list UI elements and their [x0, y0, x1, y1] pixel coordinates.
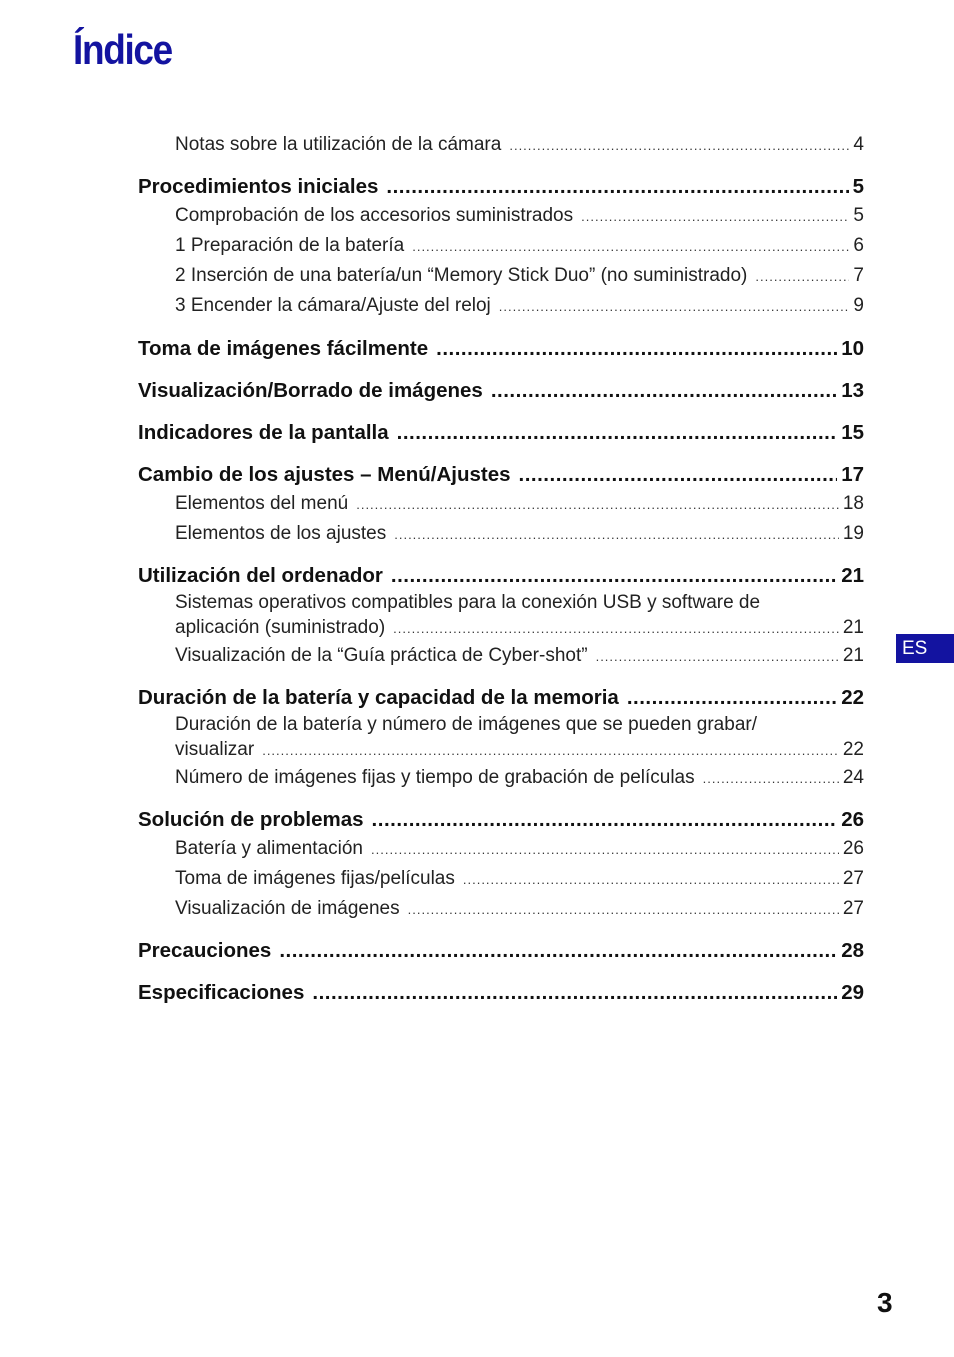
dot-leader [393, 616, 839, 641]
toc-section-toma[interactable] [138, 335, 864, 363]
toc-entry-page: 6 [853, 235, 864, 256]
toc-section-label: Visualización/Borrado de imágenes [138, 379, 483, 402]
toc-entry-label: visualizar [175, 739, 255, 760]
toc-section-label: Especificaciones [138, 981, 305, 1004]
toc-entry-page: 24 [842, 767, 864, 788]
dot-leader [391, 562, 837, 590]
dot-leader [408, 895, 839, 924]
toc-sub-entry[interactable] [138, 641, 864, 671]
toc-section-page: 10 [841, 337, 864, 360]
dot-leader [499, 292, 850, 321]
toc-section-page: 29 [841, 981, 864, 1004]
toc-section-label: Procedimientos iniciales [138, 175, 379, 198]
toc-section-label: Precauciones [138, 939, 272, 962]
toc-entry-page: 5 [853, 205, 864, 226]
toc-section-page: 13 [841, 379, 864, 402]
dot-leader [581, 202, 849, 231]
page-title: Índice [73, 26, 172, 73]
toc-entry-label: Visualización de imágenes [175, 898, 400, 919]
toc-sub-entry[interactable] [138, 894, 864, 924]
toc-section-duracion[interactable] [138, 684, 864, 712]
dot-leader [279, 937, 837, 965]
dot-leader [509, 131, 849, 160]
language-tab: ES [896, 634, 954, 663]
toc-section-page: 21 [841, 564, 864, 587]
dot-leader [397, 419, 838, 447]
toc-section-especificaciones[interactable] [138, 979, 864, 1007]
toc-entry-page: 18 [842, 493, 864, 514]
toc-entry-page: 9 [853, 295, 864, 316]
toc-entry-label: Batería y alimentación [175, 838, 363, 859]
toc-entry-label: 3 Encender la cámara/Ajuste del reloj [175, 295, 491, 316]
toc-entry-page: 27 [842, 898, 864, 919]
dot-leader [386, 173, 848, 201]
dot-leader [755, 262, 849, 291]
page-number: 3 [877, 1287, 893, 1318]
dot-leader [491, 377, 837, 405]
toc-section-page: 15 [841, 421, 864, 444]
toc-sub-entry[interactable] [138, 615, 864, 641]
toc-entry-page: 19 [842, 523, 864, 544]
toc-entry-label-line1[interactable]: Sistemas operativos compatibles para la conexión USB y software de [175, 592, 761, 613]
toc-section-label: Indicadores de la pantalla [138, 421, 389, 444]
toc-entry-label: aplicación (suministrado) [175, 617, 386, 638]
toc-entry-label: Elementos del menú [175, 493, 349, 514]
toc-section-indicadores[interactable] [138, 419, 864, 447]
toc-entry-label: Visualización de la “Guía práctica de Cyber-shot” [175, 645, 588, 666]
toc-entry-label: Número de imágenes fijas y tiempo de grabación de películas [175, 767, 695, 788]
toc-entry-page: 4 [853, 134, 864, 155]
toc-section-label: Solución de problemas [138, 808, 364, 831]
toc-entry-label: 1 Preparación de la batería [175, 235, 405, 256]
toc-entry-page: 7 [853, 265, 864, 286]
dot-leader [703, 764, 839, 793]
toc-entry-label-line1[interactable]: Duración de la batería y número de imágenes que se pueden grabar/ [175, 714, 757, 735]
toc-section-label: Utilización del ordenador [138, 564, 383, 587]
toc-entry-page: 26 [842, 838, 864, 859]
dot-leader [596, 642, 839, 671]
toc-sub-entry[interactable] [138, 864, 864, 894]
dot-leader [262, 738, 839, 763]
toc-entry-page: 21 [842, 617, 864, 638]
dot-leader [372, 806, 838, 834]
toc-sub-entry[interactable] [138, 231, 864, 261]
dot-leader [627, 684, 837, 712]
toc-section-procedimientos[interactable] [138, 173, 864, 201]
toc-sub-entry[interactable] [138, 519, 864, 549]
toc-section-visualizacion[interactable] [138, 377, 864, 405]
toc-entry-page: 22 [842, 739, 864, 760]
toc-entry-label: 2 Inserción de una batería/un “Memory Stick Duo” (no suministrado) [175, 265, 748, 286]
dot-leader [312, 979, 837, 1007]
toc-section-page: 22 [841, 686, 864, 709]
toc-section-page: 28 [841, 939, 864, 962]
toc-sub-entry[interactable] [138, 201, 864, 231]
toc-entry-label: Elementos de los ajustes [175, 523, 387, 544]
dot-leader [463, 865, 839, 894]
dot-leader [519, 461, 838, 489]
toc-section-page: 26 [841, 808, 864, 831]
toc-sub-entry[interactable] [138, 489, 864, 519]
toc-sub-entry[interactable] [138, 834, 864, 864]
toc-section-solucion[interactable] [138, 806, 864, 834]
table-of-contents [138, 130, 864, 1007]
toc-sub-entry[interactable] [138, 130, 864, 160]
toc-sub-entry[interactable] [138, 261, 864, 291]
toc-sub-entry[interactable] [138, 763, 864, 793]
toc-section-precauciones[interactable] [138, 937, 864, 965]
dot-leader [412, 232, 849, 261]
dot-leader [436, 335, 837, 363]
toc-entry-label: Toma de imágenes fijas/películas [175, 868, 455, 889]
dot-leader [394, 520, 839, 549]
dot-leader [356, 490, 839, 519]
toc-section-label: Duración de la batería y capacidad de la memoria [138, 686, 619, 709]
toc-entry-page: 27 [842, 868, 864, 889]
toc-sub-entry[interactable] [138, 291, 864, 321]
toc-section-page: 5 [852, 175, 864, 198]
toc-entry-label: Notas sobre la utilización de la cámara [175, 134, 502, 155]
toc-section-page: 17 [841, 463, 864, 486]
toc-entry-label: Comprobación de los accesorios suministrados [175, 205, 574, 226]
toc-section-utilizacion[interactable] [138, 562, 864, 590]
toc-entry-page: 21 [842, 645, 864, 666]
toc-sub-entry[interactable] [138, 737, 864, 763]
toc-section-cambio[interactable] [138, 461, 864, 489]
toc-section-label: Cambio de los ajustes – Menú/Ajustes [138, 463, 511, 486]
dot-leader [371, 835, 839, 864]
toc-section-label: Toma de imágenes fácilmente [138, 337, 429, 360]
